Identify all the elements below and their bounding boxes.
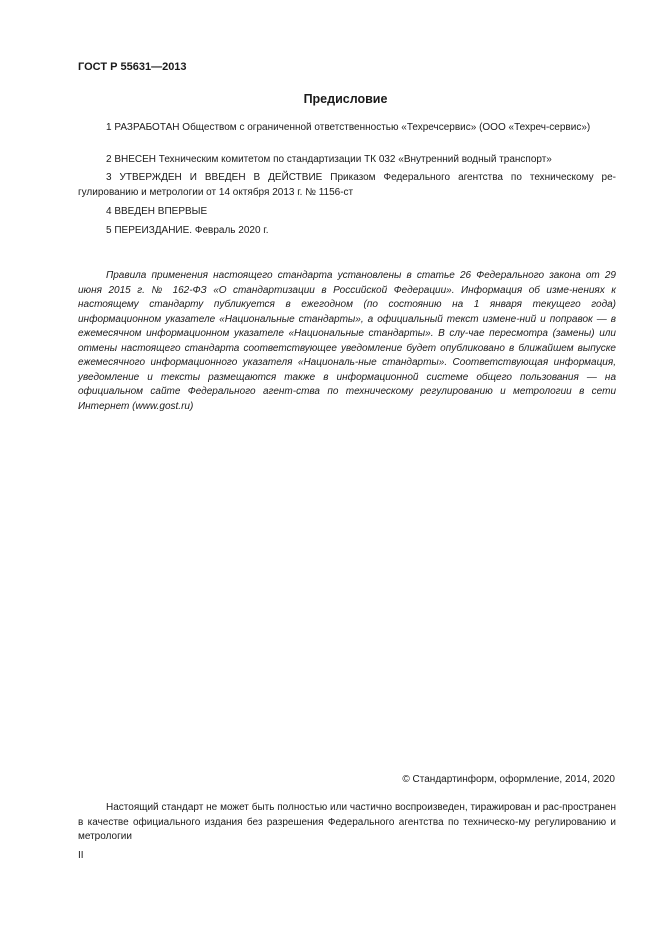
preface-item-1: 1 РАЗРАБОТАН Обществом с ограниченной ответственностью «Техречсервис» (ООО «Техреч-сервис») <box>106 122 591 133</box>
preface-item-2: 2 ВНЕСЕН Техническим комитетом по стандартизации ТК 032 «Внутренний водный транспорт» <box>106 154 552 165</box>
preface-item-3: 3 УТВЕРЖДЕН И ВВЕДЕН В ДЕЙСТВИЕ Приказом Федерального агентства по техническому ре-гулированию и метрологии от 14 октября 2013 г. № 1156-ст <box>78 172 616 198</box>
preface-title: Предисловие <box>303 92 388 106</box>
preface-item-5: 5 ПЕРЕИЗДАНИЕ. Февраль 2020 г. <box>106 225 269 236</box>
reproduction-notice: Настоящий стандарт не может быть полностью или частично воспроизведен, тиражирован и рас-пространен в качестве официального издания без разрешения Федерального агентства по техническо-му регулированию и метрологии <box>78 802 616 842</box>
application-rules-note: Правила применения настоящего стандарта установлены в статье 26 Федерального закона от 29 июня 2015 г. № 162-ФЗ «О стандартизации в Российской Федерации». Информация об изме-нениях к настоящему стандарту публикуется в ежегодном (по состоянию на 1 января текущего года) информационном указателе «Национальные стандарты», а официальный текст измене-ний и поправок — в ежемесячном информационном указателе «Национальные стандарты». В слу-чае пересмотра (замены) или отмены настоящего стандарта соответствующее уведомление будет опубликовано в ближайшем выпуске ежемесячного информационного указателя «Националь-ные стандарты». Соответствующая информация, уведомление и тексты размещаются также в информационной системе общего пользования — на официальном сайте Федерального агент-ства по техническому регулированию и метрологии в сети Интернет (www.gost.ru) <box>78 270 616 412</box>
preface-item-4: 4 ВВЕДЕН ВПЕРВЫЕ <box>106 206 208 217</box>
document-code: ГОСТ Р 55631—2013 <box>78 61 187 73</box>
page-number: II <box>78 850 84 861</box>
copyright-line: © Стандартинформ, оформление, 2014, 2020 <box>402 774 615 785</box>
